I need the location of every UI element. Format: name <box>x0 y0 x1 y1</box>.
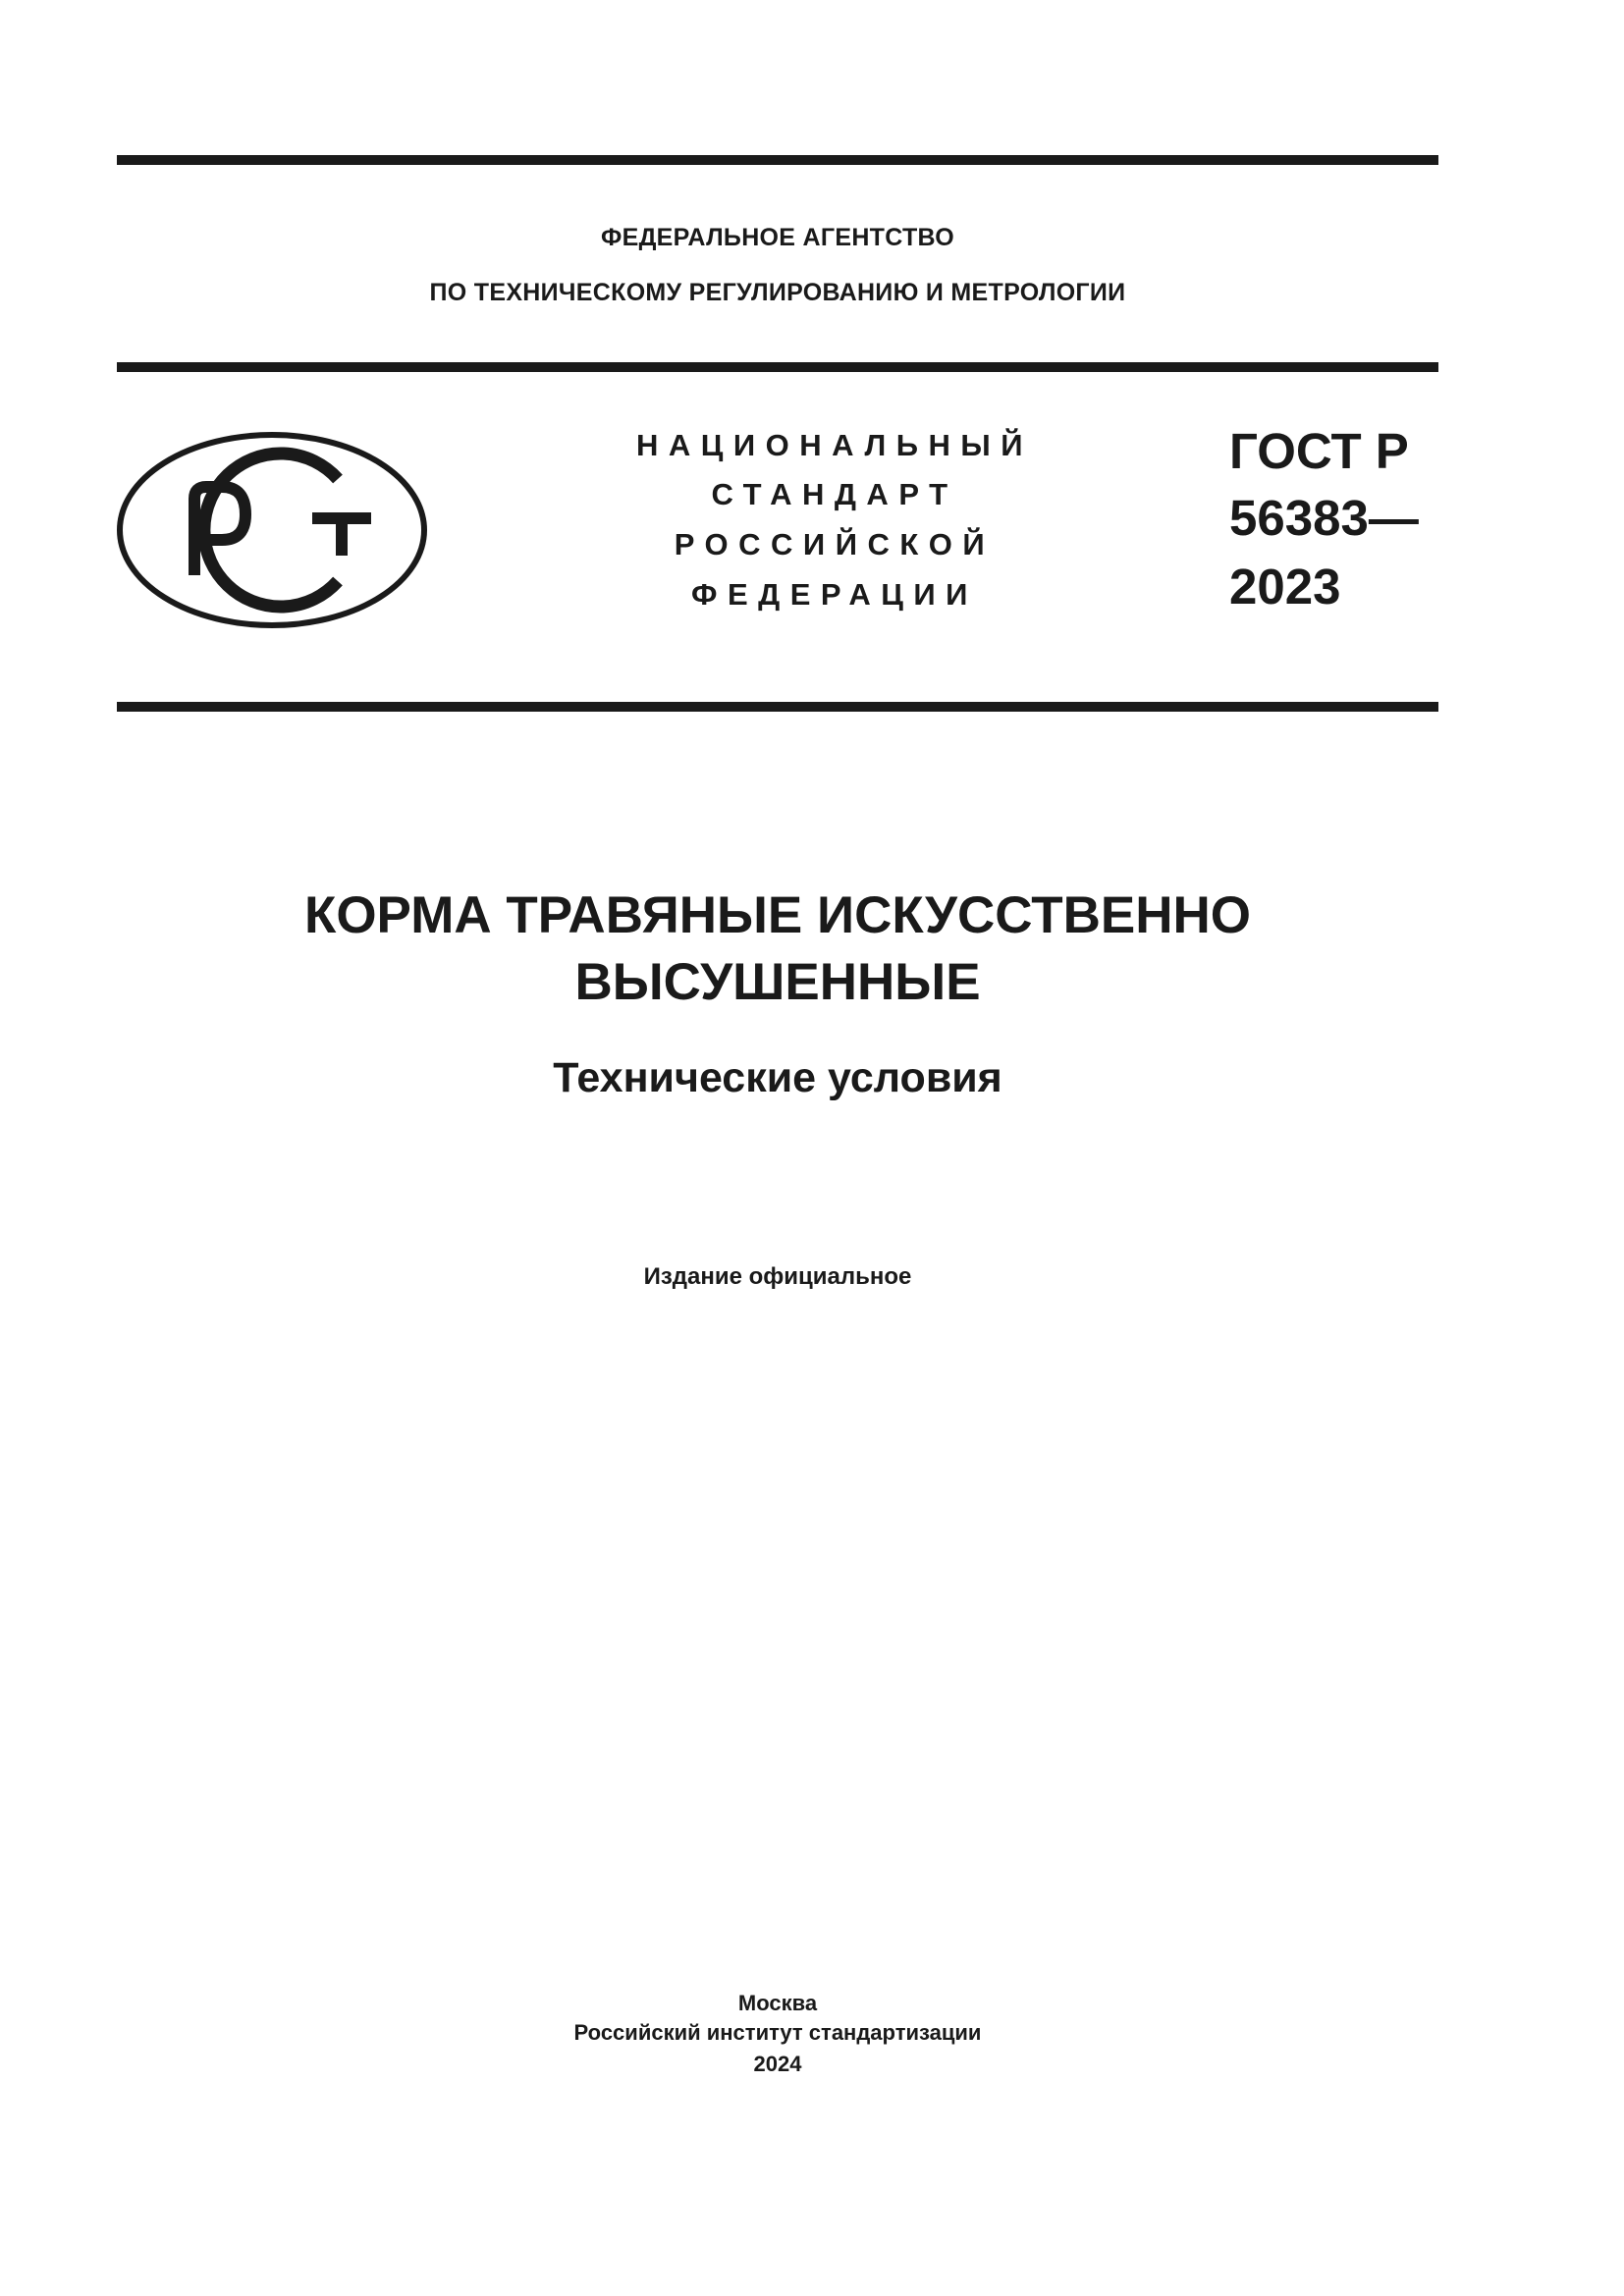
standard-type-line-3: РОССИЙСКОЙ <box>674 527 996 561</box>
imprint-publisher: Российский институт стандартизации <box>573 2020 982 2045</box>
document-subtitle: Технические условия <box>553 1054 1002 1101</box>
imprint-year: 2024 <box>753 2052 802 2076</box>
top-rule <box>117 155 1438 165</box>
standard-type-line-1: НАЦИОНАЛЬНЫЙ <box>635 428 1034 462</box>
agency-line-1: ФЕДЕРАЛЬНОЕ АГЕНТСТВО <box>600 224 955 251</box>
document-title-line-2: ВЫСУШЕННЫЕ <box>574 953 981 1011</box>
standard-code-line-3: 2023 <box>1229 559 1341 614</box>
rst-logo-icon <box>116 430 428 630</box>
standard-code-line-2: 56383— <box>1229 490 1419 546</box>
logo-section-bottom-rule <box>117 702 1438 712</box>
imprint-city: Москва <box>737 1991 818 2015</box>
standard-type-line-4: ФЕДЕРАЦИИ <box>691 577 978 612</box>
standard-type-line-2: СТАНДАРТ <box>711 477 958 511</box>
edition-label: Издание официальное <box>643 1263 912 1290</box>
standard-code-line-1: ГОСТ Р <box>1229 423 1409 479</box>
agency-line-2: ПО ТЕХНИЧЕСКОМУ РЕГУЛИРОВАНИЮ И МЕТРОЛОГИИ <box>429 279 1126 306</box>
document-title-line-1: КОРМА ТРАВЯНЫЕ ИСКУССТВЕННО <box>303 886 1251 944</box>
header-bottom-rule <box>117 362 1438 372</box>
